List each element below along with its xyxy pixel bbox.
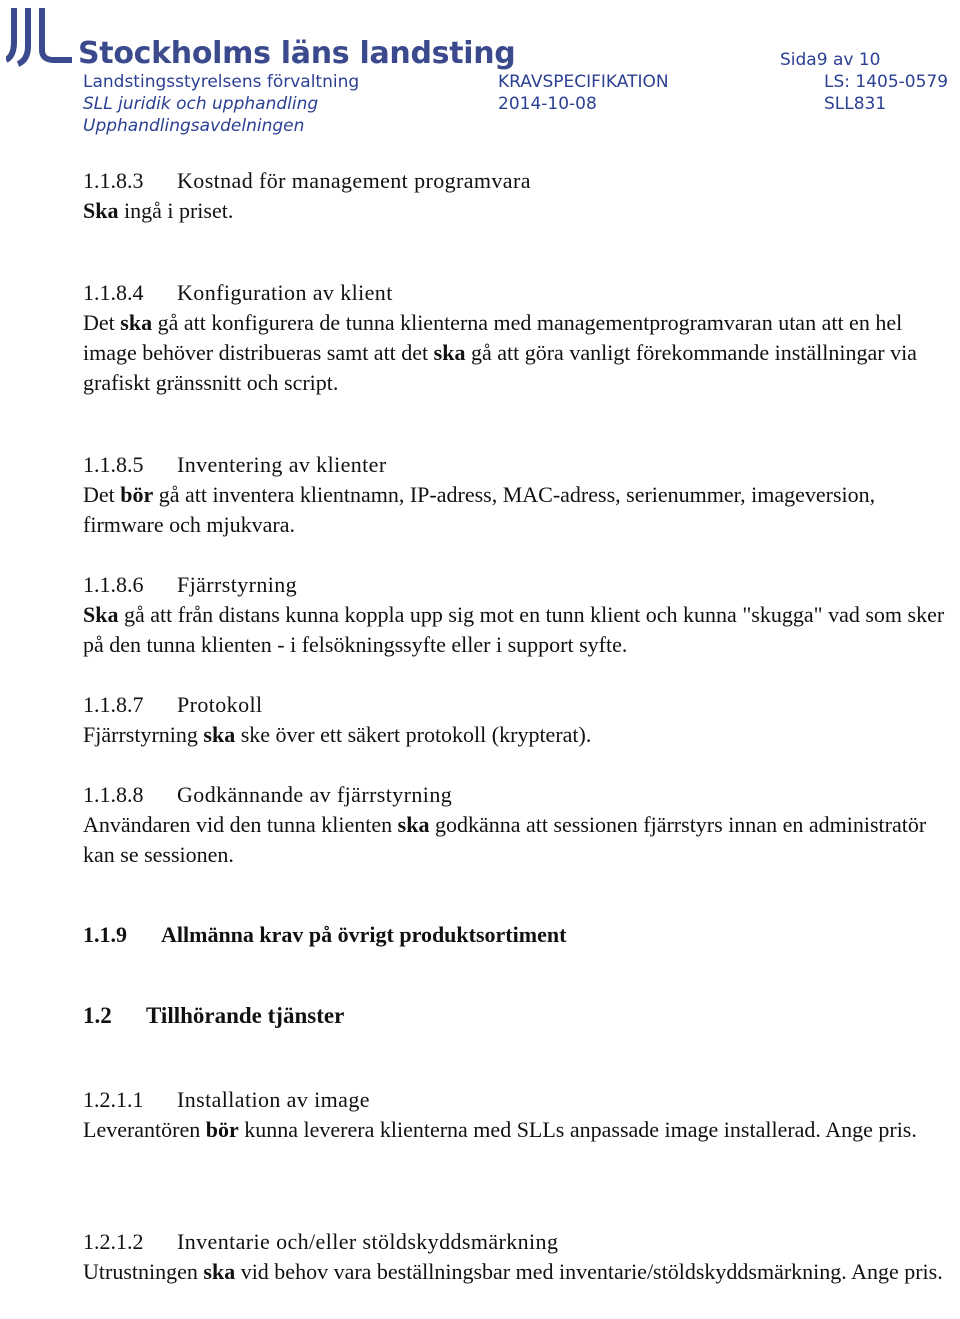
section-paragraph (83, 1115, 953, 1145)
heading-1-1-9 (83, 922, 566, 948)
paragraph-text: Användaren vid den tunna klienten (83, 812, 398, 837)
section-paragraph (83, 810, 953, 870)
heading-number: 1.2 (83, 1003, 112, 1028)
paragraph-text: vid behov vara beställningsbar med inventarie/stöldskyddsmärkning. Ange pris. (235, 1259, 943, 1284)
paragraph-text: Leverantören (83, 1117, 206, 1142)
requirement-keyword: bör (205, 1117, 239, 1142)
section-title: Protokoll (177, 692, 263, 717)
section-number: 1.1.8.3 (83, 168, 144, 193)
header-dept-3: Upphandlingsavdelningen (83, 116, 305, 136)
paragraph-text: ske över ett säkert protokoll (krypterat). (235, 722, 592, 747)
paragraph-text: Det (83, 482, 121, 507)
section-paragraph (83, 308, 953, 398)
requirement-keyword: Ska (83, 198, 119, 223)
requirement-keyword: ska (397, 812, 430, 837)
section-number: 1.1.8.4 (83, 280, 144, 305)
paragraph-text: Utrustningen (83, 1259, 204, 1284)
heading-title: Tillhörande tjänster (146, 1003, 345, 1028)
section-title: Fjärrstyrning (177, 572, 298, 597)
section-title: Installation av image (177, 1087, 370, 1112)
section-paragraph (83, 720, 953, 750)
paragraph-text: ingå i priset. (118, 198, 234, 223)
section-number: 1.1.8.5 (83, 452, 144, 477)
section-heading (83, 780, 452, 810)
header-dept-1: Landstingsstyrelsens förvaltning (83, 72, 360, 92)
heading-number: 1.1.9 (83, 922, 127, 947)
requirement-keyword: ska (433, 340, 466, 365)
org-name: Stockholms läns landsting (78, 36, 516, 71)
requirement-keyword: ska (120, 310, 153, 335)
section-title: Godkännande av fjärrstyrning (177, 782, 453, 807)
heading-1-2 (83, 1003, 344, 1029)
paragraph-text: gå att göra vanligt förekommande inställningar via grafiskt gränssnitt och script. (83, 340, 917, 395)
heading-title: Allmänna krav på övrigt produktsortiment (161, 922, 567, 947)
section-heading (83, 690, 263, 720)
section-title: Inventarie och/eller stöldskyddsmärkning (177, 1229, 559, 1254)
section-heading (83, 450, 387, 480)
paragraph-text: gå att konfigurera de tunna klienterna med managementprogramvaran utan att en hel image behöver distribueras samt att det (83, 310, 903, 365)
section-title: Konfiguration av klient (177, 280, 393, 305)
section-number: 1.1.8.8 (83, 782, 144, 807)
section-number: 1.2.1.1 (83, 1087, 144, 1112)
section-number: 1.1.8.7 (83, 692, 144, 717)
paragraph-text: kunna leverera klienterna med SLLs anpassade image installerad. Ange pris. (238, 1117, 917, 1142)
requirement-keyword: Ska (83, 602, 119, 627)
header-ls-number: LS: 1405-0579 (824, 72, 949, 92)
paragraph-text: Det (83, 310, 121, 335)
requirement-keyword: ska (203, 1259, 236, 1284)
section-number: 1.2.1.2 (83, 1229, 144, 1254)
section-heading (83, 1085, 370, 1115)
paragraph-text: Fjärrstyrning (83, 722, 204, 747)
section-number: 1.1.8.6 (83, 572, 144, 597)
section-paragraph (83, 196, 953, 226)
paragraph-text: gå att inventera klientnamn, IP-adress, MAC-adress, serienummer, imageversion, firmware och mjukvara. (83, 482, 876, 537)
section-title: Inventering av klienter (177, 452, 387, 477)
section-paragraph (83, 600, 953, 660)
sll-logo-mark-icon (6, 6, 72, 68)
header-doc-type: KRAVSPECIFIKATION (498, 72, 669, 92)
header-dept-2: SLL juridik och upphandling (83, 94, 319, 114)
header-doc-date: 2014-10-08 (498, 94, 597, 114)
section-paragraph (83, 1257, 953, 1287)
requirement-keyword: bör (120, 482, 154, 507)
requirement-keyword: ska (203, 722, 236, 747)
paragraph-text: godkänna att sessionen fjärrstyrs innan en administratör kan se sessionen. (83, 812, 927, 867)
section-heading (83, 1227, 558, 1257)
header-sll-code: SLL831 (824, 94, 887, 114)
section-title: Kostnad för management programvara (177, 168, 531, 193)
section-heading (83, 278, 393, 308)
section-heading (83, 570, 297, 600)
section-heading (83, 166, 531, 196)
section-paragraph (83, 480, 953, 540)
paragraph-text: gå att från distans kunna koppla upp sig mot en tunn klient och kunna "skugga" vad som sker på den tunna klienten - i felsökningssyfte eller i support syfte. (83, 602, 945, 657)
page-number: Sida9 av 10 (780, 50, 881, 70)
